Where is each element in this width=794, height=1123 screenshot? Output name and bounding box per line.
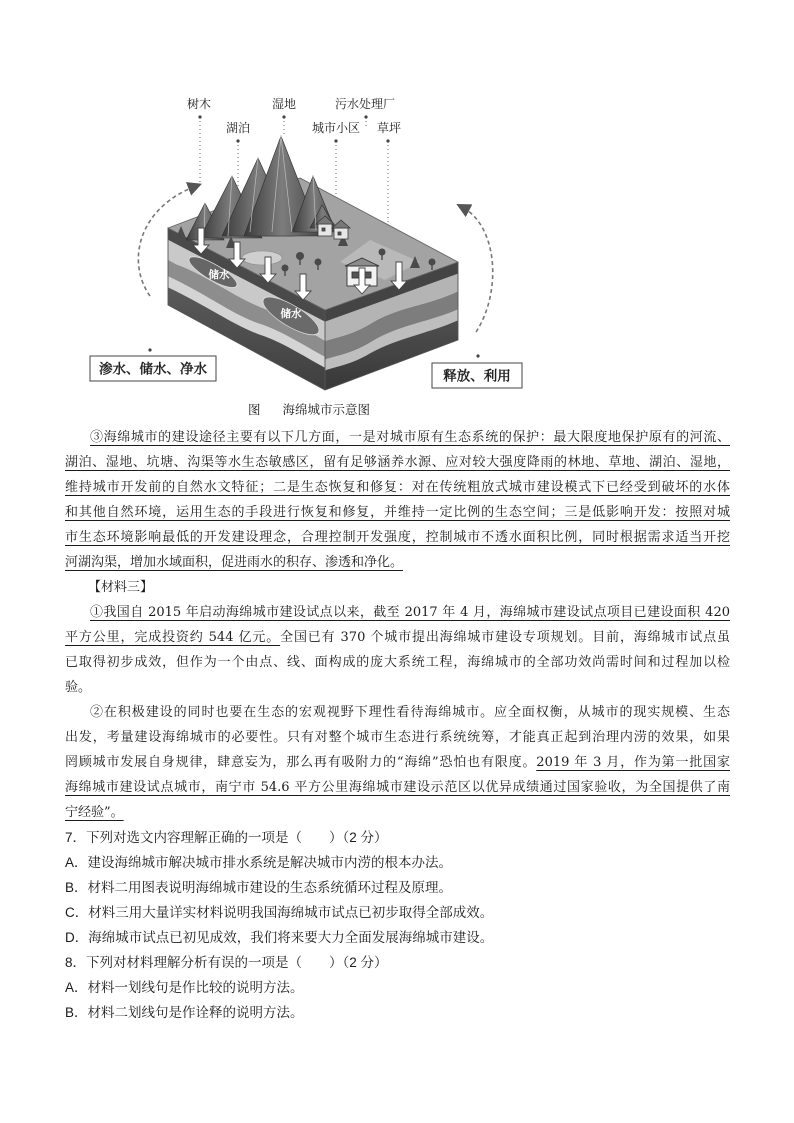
figure-caption-title: 海绵城市示意图 xyxy=(282,402,371,417)
underlined-sentence: 2019 年 3 月，作为第一批国家 xyxy=(536,754,730,770)
paragraph-line xyxy=(65,800,730,825)
label-lawn: 草坪 xyxy=(377,121,402,135)
lake-area xyxy=(242,251,282,265)
underlined-sentence: 市生态环境影响最低的开发建设理念，合理控制开发强度，控制城市不透水面积比例，同时根据需求适当开挖 xyxy=(65,529,730,545)
label-wetland: 湿地 xyxy=(272,97,297,111)
paragraph-line xyxy=(65,550,730,575)
option-d: D．海绵城市试点已初见成效，我们将来要大力全面发展海绵城市建设。 xyxy=(65,929,494,945)
paragraph-line xyxy=(65,425,730,450)
underlined-sentence: 维持城市开发前的自然水文特征；二是生态恢复和修复：对在传统粗放式城市建设模式下已经受到破坏的水体 xyxy=(65,479,730,495)
text-run: 出发，考量建设海绵城市的必要性。只有对整个城市生态进行系统统筹，才能真正起到治理内涝的效果，如果 xyxy=(65,729,730,745)
option-b: B．材料二划线句是作诠释的说明方法。 xyxy=(65,1004,304,1020)
material2-paragraph-3 xyxy=(65,425,730,575)
question-8 xyxy=(65,950,730,1025)
figure-caption-label: 图 xyxy=(248,402,261,417)
underlined-sentence: ①我国自 2015 年启动海绵城市建设试点以来，截至 2017 年 4 月，海绵城市建设试点项目已建设面积 420 xyxy=(90,604,730,620)
underlined-sentence: 海绵城市建设试点城市，南宁市 54.6 平方公里海绵城市建设示范区以优异成绩通过国家验收，为全国提供了南 xyxy=(65,779,730,795)
text-run: 全国已有 370 个城市提出海绵城市建设专项规划。目前，海绵城市试点虽 xyxy=(280,629,730,645)
storage-label-1: 储水 xyxy=(208,269,230,281)
paragraph-line xyxy=(65,500,730,525)
paragraph-line xyxy=(65,775,730,800)
sponge-city-diagram xyxy=(0,0,794,400)
paragraph-line xyxy=(65,600,730,625)
label-sewage-plant: 污水处理厂 xyxy=(335,97,396,111)
material3-paragraph-1 xyxy=(65,600,730,700)
right-process-box xyxy=(432,363,522,388)
text-run: 验。 xyxy=(65,679,92,695)
label-trees: 树木 xyxy=(187,97,212,111)
right-process-label: 释放、利用 xyxy=(443,368,511,385)
underlined-sentence: ③海绵城市的建设途径主要有以下几方面，一是对城市原有生态系统的保护：最大限度地保护原有的河流、 xyxy=(90,429,730,445)
label-lake: 湖泊 xyxy=(226,121,251,135)
option-b: B．材料二用图表说明海绵城市建设的生态系统循环过程及原理。 xyxy=(65,879,453,895)
paragraph-line xyxy=(65,700,730,725)
text-run: 已取得初步成效，但作为一个由点、线、面构成的庞大系统工程，海绵城市的全部功效尚需时间和过程加以检 xyxy=(65,654,730,670)
option-a: A．建设海绵城市解决城市排水系统是解决城市内涝的根本办法。 xyxy=(65,854,453,870)
paragraph-line xyxy=(65,450,730,475)
material3-heading: 【材料三】 xyxy=(88,579,154,595)
paragraph-line xyxy=(65,650,730,675)
storage-label-2: 储水 xyxy=(280,308,302,320)
underlined-sentence: 平方公里，完成投资约 544 亿元。 xyxy=(65,629,281,645)
option-c: C．材料三用大量详实材料说明我国海绵城市试点已初步取得全部成效。 xyxy=(65,904,494,920)
figure-caption xyxy=(248,402,370,418)
article-body xyxy=(65,425,730,1025)
question-stem: 7．下列对选文内容理解正确的一项是（ ）（2 分） xyxy=(65,829,388,845)
left-process-label: 渗水、储水、净水 xyxy=(99,361,207,378)
paragraph-line xyxy=(65,475,730,500)
text-run: ②在积极建设的同时也要在生态的宏观视野下理性看待海绵城市。应全面权衡，从城市的现实规模、生态 xyxy=(90,704,730,720)
paragraph-line xyxy=(65,725,730,750)
label-community: 城市小区 xyxy=(312,121,361,135)
paragraph-line xyxy=(65,750,730,775)
cycle-arrow-right xyxy=(462,207,493,332)
paragraph-line xyxy=(65,525,730,550)
underlined-sentence: 宁经验”。 xyxy=(65,804,124,820)
question-stem: 8．下列对材料理解分析有误的一项是（ ）（2 分） xyxy=(65,954,388,970)
text-run: 罔顾城市发展自身规律，肆意妄为，那么再有吸附力的“海绵”恐怕也有限度。 xyxy=(65,754,537,770)
underlined-sentence: 湖泊、湿地、坑塘、沟渠等水生态敏感区，留有足够涵养水源、应对较大强度降雨的林地、草地、湖泊、湿地， xyxy=(65,454,730,470)
mountains xyxy=(186,136,336,240)
underlined-sentence: 和其他自然环境，运用生态的手段进行恢复和修复，并维持一定比例的生态空间；三是低影响开发：按照对城 xyxy=(65,504,730,520)
paragraph-line xyxy=(65,675,730,700)
paragraph-line xyxy=(65,625,730,650)
option-a: A．材料一划线句是作比较的说明方法。 xyxy=(65,979,304,995)
material3-paragraph-2 xyxy=(65,700,730,825)
question-7 xyxy=(65,825,730,950)
underlined-sentence: 河湖沟渠，增加水域面积，促进雨水的积存、渗透和净化。 xyxy=(65,554,404,570)
left-process-box xyxy=(90,356,216,381)
